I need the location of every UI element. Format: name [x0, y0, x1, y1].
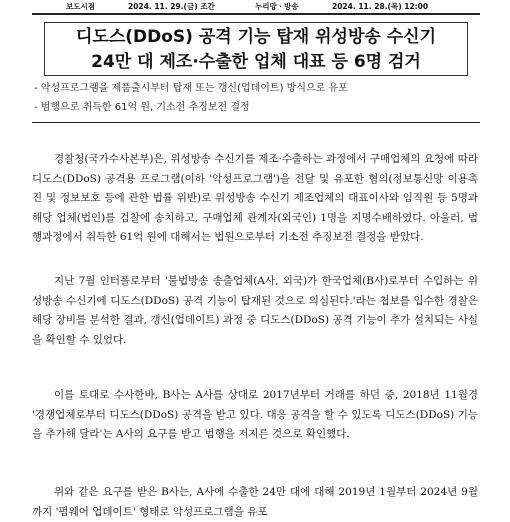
summary-divider: [32, 122, 480, 123]
release-date: 2024. 11. 29.(금) 조간: [128, 2, 215, 11]
header-divider: [32, 13, 480, 15]
release-info-bar: [0, 0, 510, 14]
headline-box: [44, 22, 468, 76]
online-release-time: 2024. 11. 28.(목) 12:00: [332, 2, 429, 11]
release-type-label: 보도시점: [66, 2, 95, 11]
body-paragraph: [32, 272, 478, 350]
body-paragraph: [32, 150, 478, 248]
paragraph-text: 위와 같은 요구를 받은 B사는, A사에 수출한 24만 대에 대해 2019년 1월부터 2024년 9월까지 '펌웨어 업데이트' 형태로 악성프로그램을 유포: [32, 486, 478, 518]
body-paragraph: [32, 483, 478, 522]
summary-item: - 범행으로 취득한 61억 원, 기소전 추징보전 결정: [34, 102, 250, 113]
paragraph-text: 지난 7월 인터폴로부터 '불법방송 송출업체(A사, 외국)가 한국업체(B사)로부터 수입하는 위성방송 수신기에 디도스(DDoS) 공격 기능이 탑재된 것으로 의심된다.'라는 첩보를 입수한 경찰은 해당 장비를 분석한 결과, 갱신(업데이트) 과정 중 디도스(DDoS) 공격 기능이 추가 설치되는 사실을 확인할 수 있었다.: [32, 275, 478, 346]
online-release-label: 누리망ㆍ방송: [255, 2, 299, 11]
headline-line-2: 24만 대 제조·수출한 업체 대표 등 6명 검거: [91, 52, 421, 72]
paragraph-text: 이를 토대로 수사한바, B사는 A사를 상대로 2017년부터 거래를 하던 중, 2018년 11월경 '경쟁업체로부터 디도스(DDoS) 공격을 받고 있다. 대응 공격을 할 수 있도록 디도스(DDoS) 기능을 추가해 달라'는 A사의 요구를 받고 범행을 저지른 것으로 확인했다.: [32, 389, 478, 440]
body-paragraph: [32, 386, 478, 445]
headline-line-1: 디도스(DDoS) 공격 기능 탑재 위성방송 수신기: [75, 27, 437, 47]
summary-item: - 악성프로그램을 제품출시부터 탑재 또는 갱신(업데이트) 방식으로 유포: [34, 83, 348, 94]
paragraph-text: 경찰청(국가수사본부)은, 위성방송 수신기를 제조·수출하는 과정에서 구매업체의 요청에 따라 디도스(DDoS) 공격용 프로그램(이하 '악성프로그램')을 전달 및 유포한 혐의(정보통신망 이용촉진 및 정보보호 등에 관한 법률 위반)로 위성방송 수신기 제조업체의 대표이사와 임직원 등 5명과 해당 업체(법인)를 검찰에 송치하고, 구매업체 관계자(외국인) 1명을 지명수배하였다. 아울러, 범행과정에서 취득한 61억 원에 대해서는 법원으로부터 기소전 추징보전 결정을 받았다.: [32, 153, 478, 243]
